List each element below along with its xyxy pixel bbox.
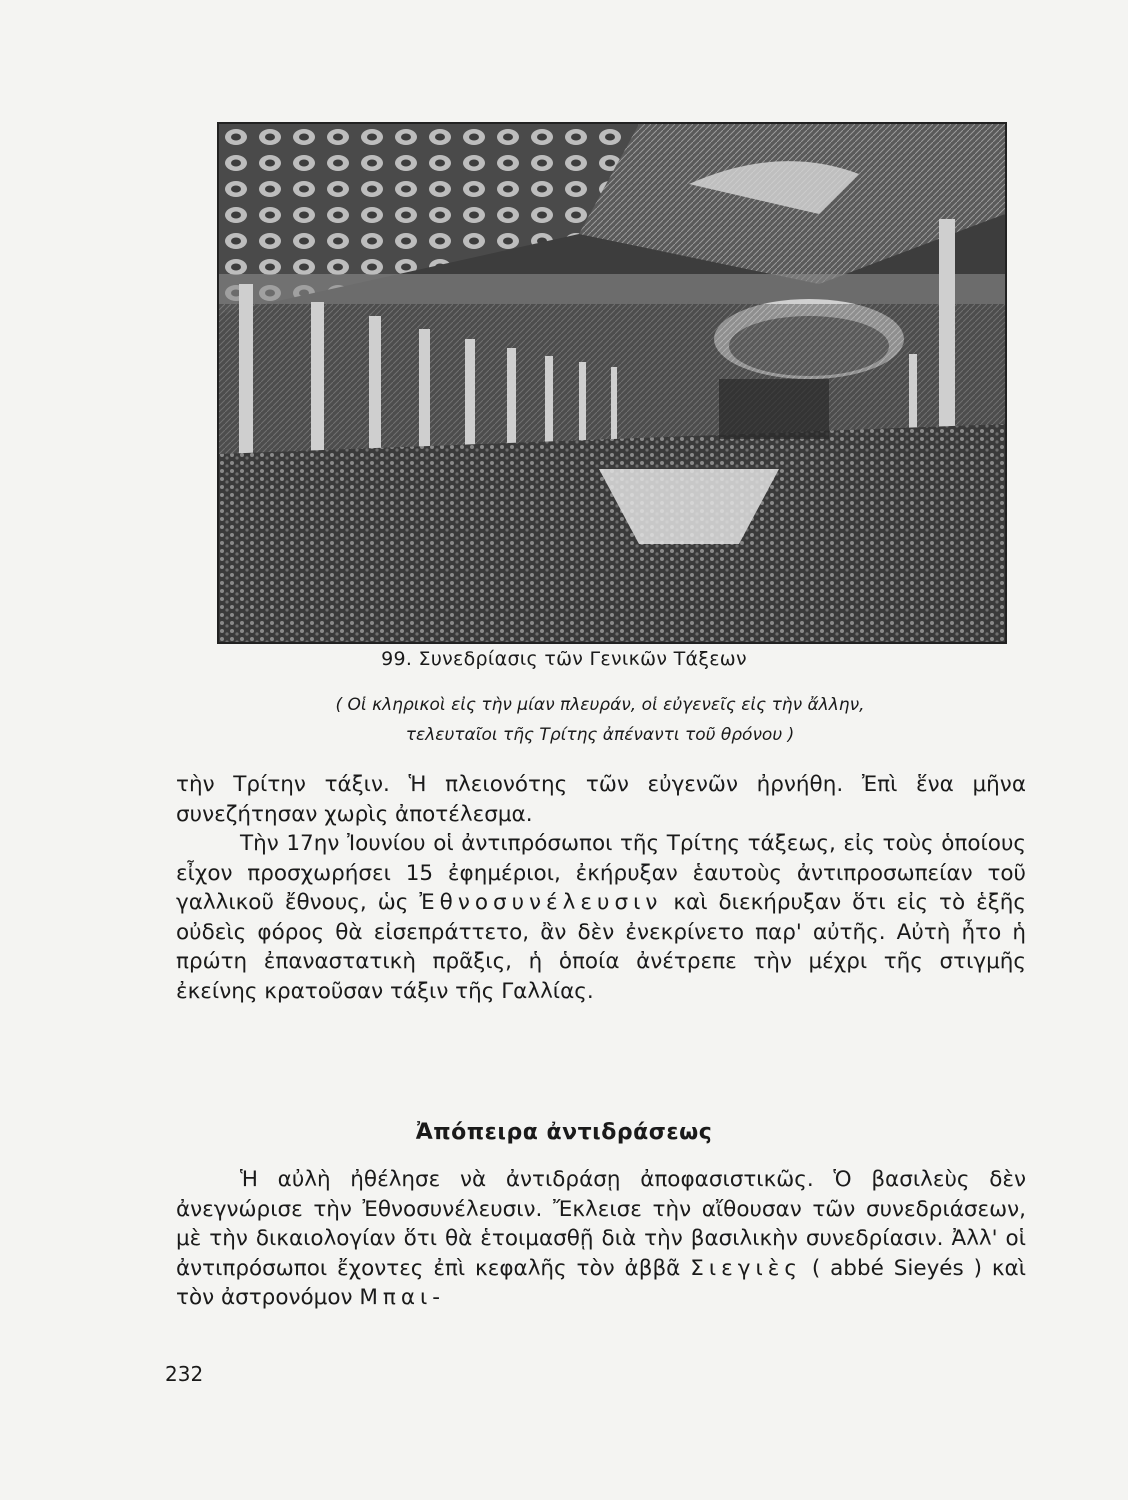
- paragraph-3-start: Ἡ αὐλὴ ἠθέλησε νὰ ἀντιδράσῃ ἀποφασιστικῶς. Ὁ βασιλεὺς δὲν ἀνεγνώρισε τὴν Ἐθνοσυνέλευσιν. Ἔκλεισε τὴν αἴθουσαν τῶν συνεδριάσεων, μὲ τὴν δικαιολογίαν ὅτι θὰ ἑτοιμασθῇ διὰ τὴν βασιλικὴν συνεδρίασιν. Ἀλλ' οἱ ἀντιπρόσωποι ἔχοντες ἐπὶ κεφαλῆς τὸν ἀββᾶ: [176, 1167, 1026, 1281]
- paragraph-1: τὴν Τρίτην τάξιν. Ἡ πλειονότης τῶν εὐγενῶν ἠρνήθη. Ἐπὶ ἕνα μῆνα συνεζήτησαν χωρὶς ἀποτέλεσμα.: [176, 772, 1026, 827]
- paragraph-3: [176, 1165, 1026, 1313]
- name-bailly: Μπαι-: [359, 1285, 446, 1310]
- figure-title: Συνεδρίασις τῶν Γενικῶν Τάξεων: [418, 648, 747, 670]
- figure-note-line-2: τελευταῖοι τῆς Τρίτης ἀπέναντι τοῦ θρόνου ): [405, 725, 795, 745]
- figure-caption: [0, 648, 1128, 670]
- paragraph-2-start: Τὴν 17ην Ἰουνίου οἱ ἀντιπρόσωποι τῆς Τρίτης τάξεως, εἰς τοὺς ὁποίους εἶχον προσχωρήσει 15 ἐφημέριοι, ἐκήρυξαν ἑαυτοὺς ἀντιπροσωπείαν τοῦ γαλλικοῦ ἔθνους, ὡς: [176, 831, 1026, 915]
- term-ethnosyneleusis: Ἐθνοσυνέλευσιν: [419, 890, 663, 915]
- body-text-upper: [176, 770, 1026, 1006]
- paragraph-2-end: καὶ διεκήρυξαν ὅτι εἰς τὸ ἑξῆς οὐδεὶς φόρος θὰ εἰσεπράττετο, ἂν δὲν ἐνεκρίνετο παρ' αὐτῆς. Αὐτὴ ἦτο ἡ πρώτη ἐπαναστατικὴ πρᾶξις, ἡ ὁποία ἀνέτρεπε τὴν μέχρι τῆς στιγμῆς ἐκείνης κρατοῦσαν τάξιν τῆς Γαλλίας.: [176, 890, 1026, 1004]
- section-heading: Ἀπόπειρα ἀντιδράσεως: [415, 1120, 713, 1145]
- paragraph-2: [176, 829, 1026, 1006]
- figure-note-line-1: ( Οἱ κληρικοὶ εἰς τὴν μίαν πλευράν, οἱ εὐγενεῖς εἰς τὴν ἄλλην,: [335, 695, 865, 715]
- paragraph-3-middle: ( abbé Sieyés ) καὶ τὸν ἀστρονόμον: [176, 1255, 1027, 1310]
- page-number: 232: [165, 1362, 204, 1386]
- assembly-hall-engraving: [219, 124, 1005, 642]
- figure-note: [250, 690, 950, 750]
- figure-number: 99.: [381, 648, 413, 670]
- engraving-illustration: [217, 122, 1007, 644]
- name-sieyes: Σιεγιὲς: [690, 1255, 802, 1281]
- body-text-lower: [176, 1165, 1026, 1313]
